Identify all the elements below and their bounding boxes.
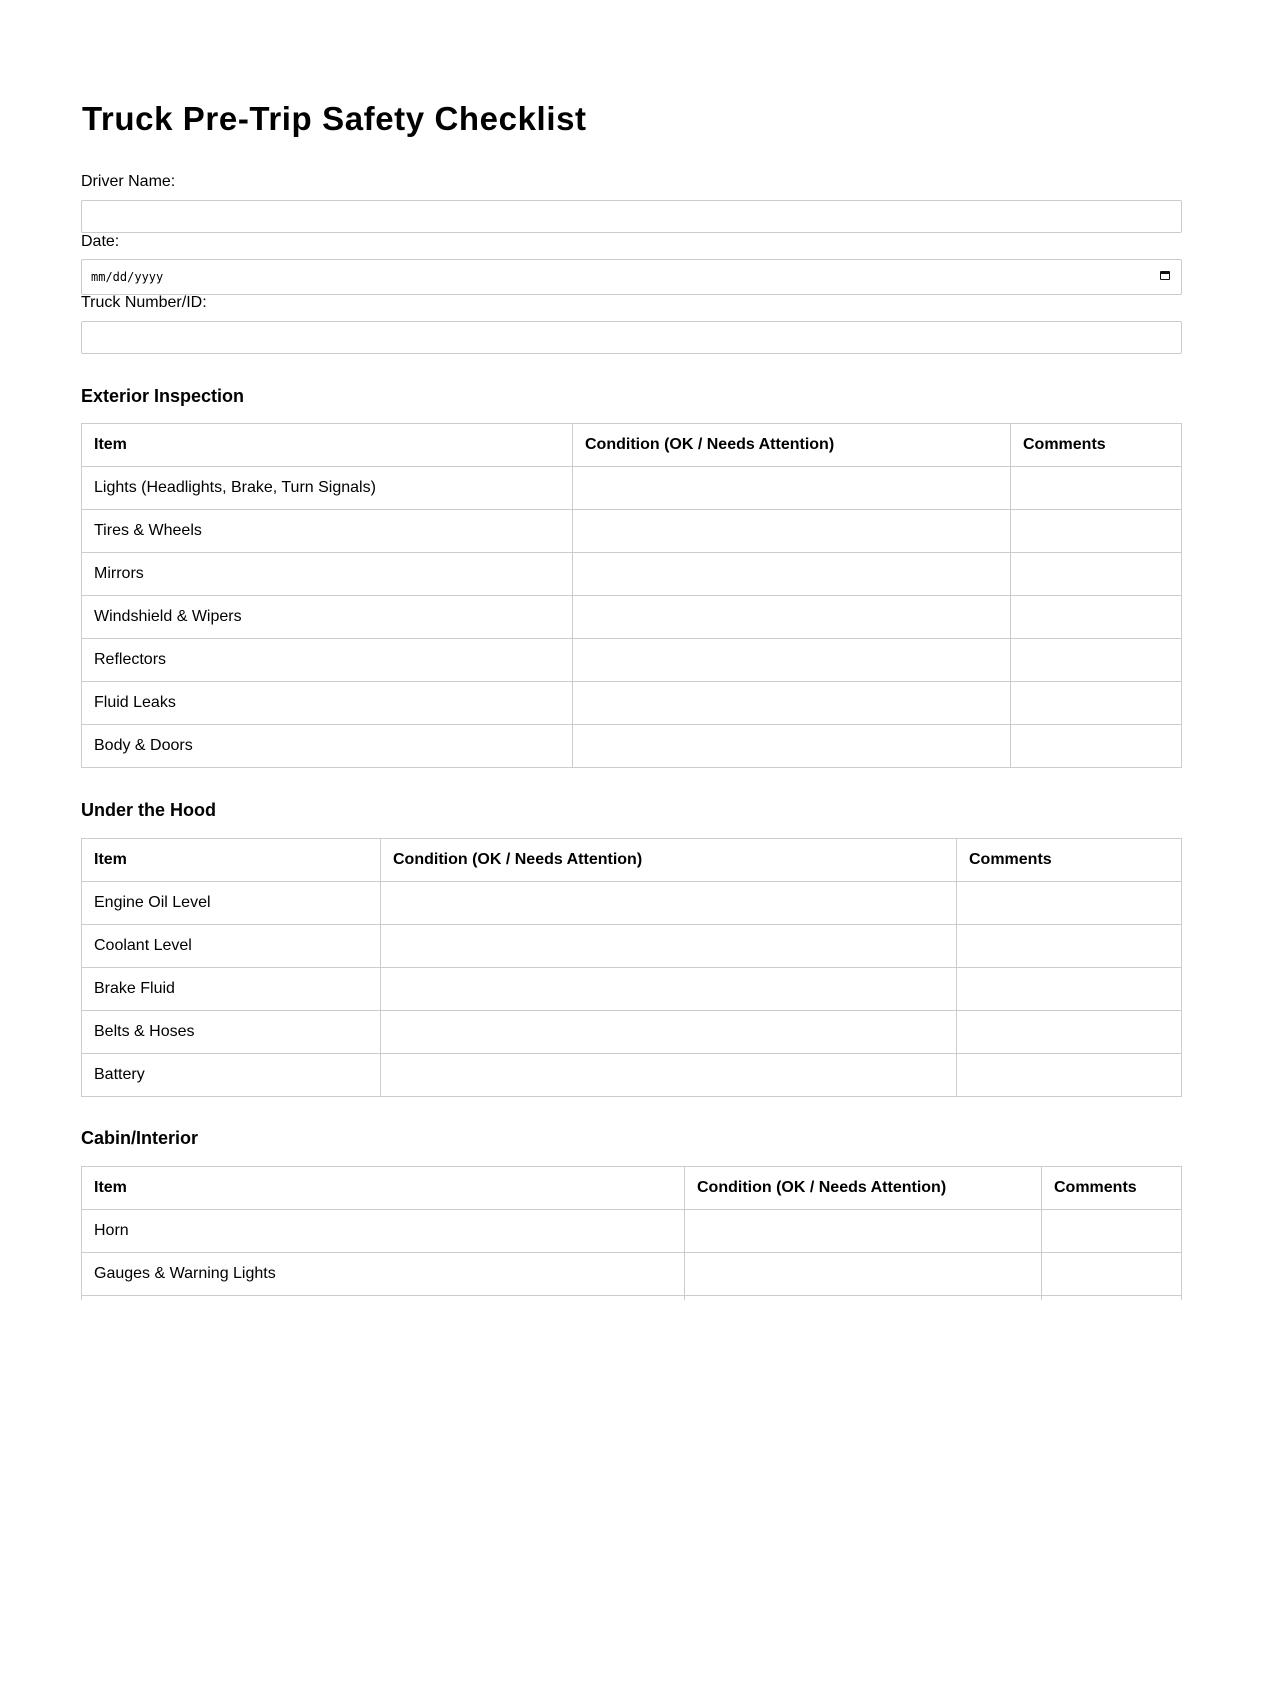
- exterior-inspection-table: [81, 423, 1182, 768]
- header-item: Item: [82, 839, 381, 882]
- condition-cell[interactable]: [573, 510, 1011, 553]
- cabin-interior-table: [81, 1166, 1182, 1300]
- comments-cell[interactable]: [1011, 553, 1182, 596]
- table-row: [82, 882, 1182, 925]
- item-cell: Belts & Hoses: [82, 1011, 381, 1054]
- comments-cell[interactable]: [1042, 1253, 1182, 1296]
- header-condition: Condition (OK / Needs Attention): [381, 839, 957, 882]
- comments-cell[interactable]: [1011, 682, 1182, 725]
- under-hood-table: [81, 838, 1182, 1097]
- table-row: [82, 596, 1182, 639]
- section-heading-cabin: Cabin/Interior: [81, 1128, 199, 1148]
- condition-cell[interactable]: [573, 553, 1011, 596]
- item-cell: Reflectors: [82, 639, 573, 682]
- truck-id-label: Truck Number/ID:: [81, 294, 207, 311]
- comments-cell[interactable]: [1042, 1296, 1182, 1301]
- date-input[interactable]: [81, 259, 1182, 295]
- table-header-row: [82, 424, 1182, 467]
- table-row: [82, 1210, 1182, 1253]
- comments-cell[interactable]: [1011, 639, 1182, 682]
- item-cell: Brake Fluid: [82, 968, 381, 1011]
- item-cell: Body & Doors: [82, 725, 573, 768]
- table-row: [82, 467, 1182, 510]
- condition-cell[interactable]: [381, 1054, 957, 1097]
- table-row: [82, 1011, 1182, 1054]
- item-cell: Lights (Headlights, Brake, Turn Signals): [82, 467, 573, 510]
- condition-cell[interactable]: [381, 1011, 957, 1054]
- condition-cell[interactable]: [685, 1296, 1042, 1301]
- item-cell: Tires & Wheels: [82, 510, 573, 553]
- table-row: [82, 1253, 1182, 1296]
- comments-cell[interactable]: [1042, 1210, 1182, 1253]
- condition-cell[interactable]: [573, 682, 1011, 725]
- table-header-row: [82, 839, 1182, 882]
- item-cell: Horn: [82, 1210, 685, 1253]
- table-row: [82, 553, 1182, 596]
- section-heading-exterior: Exterior Inspection: [81, 386, 245, 406]
- condition-cell[interactable]: [685, 1253, 1042, 1296]
- condition-cell[interactable]: [573, 639, 1011, 682]
- comments-cell[interactable]: [957, 968, 1182, 1011]
- item-cell: Windshield & Wipers: [82, 596, 573, 639]
- header-comments: Comments: [957, 839, 1182, 882]
- table-header-row: [82, 1167, 1182, 1210]
- comments-cell[interactable]: [1011, 510, 1182, 553]
- item-cell: Fluid Leaks: [82, 682, 573, 725]
- condition-cell[interactable]: [381, 968, 957, 1011]
- header-condition: Condition (OK / Needs Attention): [573, 424, 1011, 467]
- item-cell: Battery: [82, 1054, 381, 1097]
- item-cell: [82, 1296, 685, 1301]
- header-item: Item: [82, 424, 573, 467]
- date-label: Date:: [81, 233, 120, 250]
- driver-name-label: Driver Name:: [81, 173, 176, 190]
- comments-cell[interactable]: [1011, 725, 1182, 768]
- calendar-icon[interactable]: [1160, 271, 1170, 280]
- condition-cell[interactable]: [381, 882, 957, 925]
- driver-name-input[interactable]: [81, 200, 1182, 233]
- section-heading-under-hood: Under the Hood: [81, 800, 216, 820]
- item-cell: Engine Oil Level: [82, 882, 381, 925]
- page-title: Truck Pre-Trip Safety Checklist: [82, 100, 587, 137]
- header-item: Item: [82, 1167, 685, 1210]
- condition-cell[interactable]: [685, 1210, 1042, 1253]
- table-row: [82, 725, 1182, 768]
- table-row: [82, 639, 1182, 682]
- condition-cell[interactable]: [381, 925, 957, 968]
- item-cell: Gauges & Warning Lights: [82, 1253, 685, 1296]
- table-row-cut-off: [82, 1296, 1182, 1301]
- truck-id-input[interactable]: [81, 321, 1182, 354]
- table-row: [82, 1054, 1182, 1097]
- condition-cell[interactable]: [573, 467, 1011, 510]
- date-placeholder: mm/dd/yyyy: [91, 270, 164, 284]
- table-row: [82, 510, 1182, 553]
- table-row: [82, 968, 1182, 1011]
- header-comments: Comments: [1011, 424, 1182, 467]
- header-comments: Comments: [1042, 1167, 1182, 1210]
- comments-cell[interactable]: [1011, 596, 1182, 639]
- item-cell: Coolant Level: [82, 925, 381, 968]
- table-row: [82, 682, 1182, 725]
- table-row: [82, 925, 1182, 968]
- comments-cell[interactable]: [1011, 467, 1182, 510]
- condition-cell[interactable]: [573, 596, 1011, 639]
- header-condition: Condition (OK / Needs Attention): [685, 1167, 1042, 1210]
- comments-cell[interactable]: [957, 882, 1182, 925]
- comments-cell[interactable]: [957, 1011, 1182, 1054]
- item-cell: Mirrors: [82, 553, 573, 596]
- condition-cell[interactable]: [573, 725, 1011, 768]
- comments-cell[interactable]: [957, 925, 1182, 968]
- comments-cell[interactable]: [957, 1054, 1182, 1097]
